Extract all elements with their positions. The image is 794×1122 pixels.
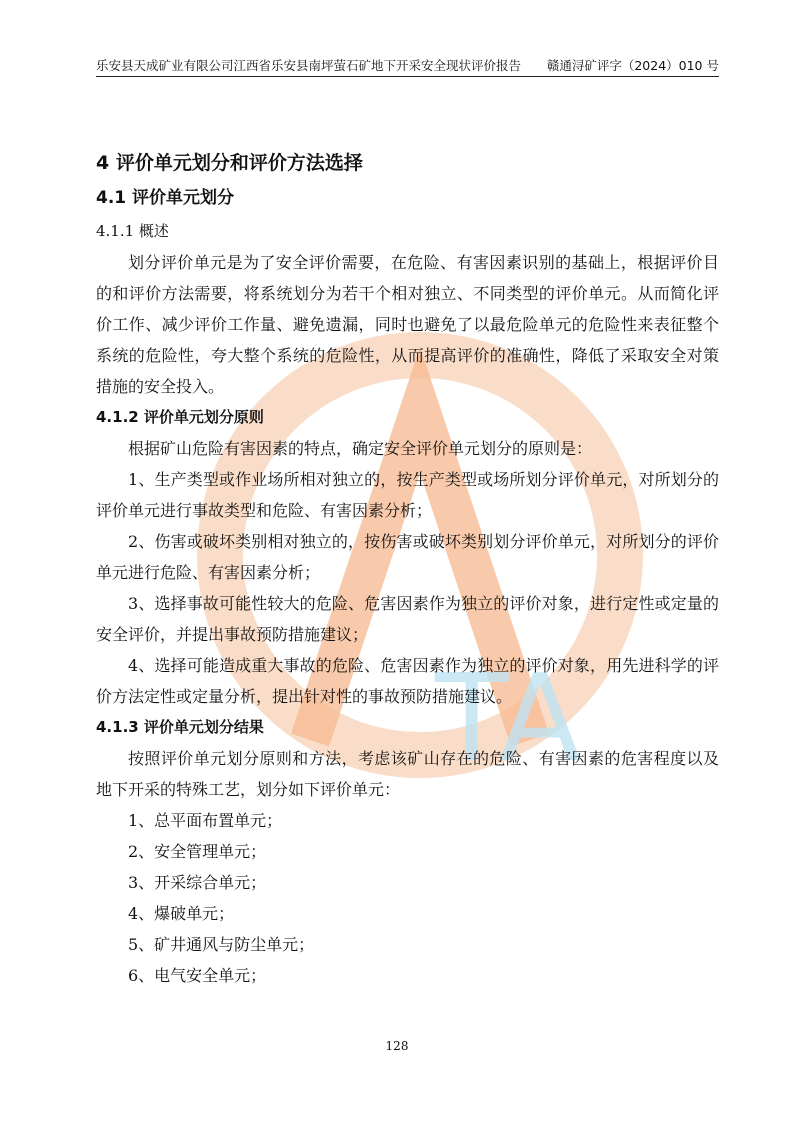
principle-item: 4、选择可能造成重大事故的危险、危害因素作为独立的评价对象，用先进科学的评价方法定性或定量分析，提出针对性的事故预防措施建议。 <box>96 656 719 706</box>
page-header <box>96 56 719 77</box>
units-list <box>96 805 719 991</box>
header-report-title: 乐安县天成矿业有限公司江西省乐安县南坪萤石矿地下开采安全现状评价报告 <box>96 58 522 73</box>
results-intro: 按照评价单元划分原则和方法，考虑该矿山存在的危险、有害因素的危害程度以及地下开采的特殊工艺，划分如下评价单元： <box>96 749 719 799</box>
unit-item: 4、爆破单元； <box>128 904 235 923</box>
unit-item: 2、安全管理单元； <box>128 842 267 861</box>
principle-item: 1、生产类型或作业场所相对独立的，按生产类型或场所划分评价单元，对所划分的评价单元进行事故类型和危险、有害因素分析； <box>96 470 719 520</box>
watermark-letters: TA <box>435 650 582 789</box>
overview-paragraph: 划分评价单元是为了安全评价需要，在危险、有害因素识别的基础上，根据评价目的和评价方法需要，将系统划分为若干个相对独立、不同类型的评价单元。从而简化评价工作、减少评价工作量、避免遗漏，同时也避免了以最危险单元的危险性来表征整个系统的危险性，夸大整个系统的危险性，从而提高评价的准确性，降低了采取安全对策措施的安全投入。 <box>96 253 719 396</box>
subsection-principles-title: 4.1.2 评价单元划分原则 <box>96 408 264 426</box>
unit-item: 6、电气安全单元； <box>128 966 267 985</box>
page-content <box>96 140 719 991</box>
unit-item: 5、矿井通风与防尘单元； <box>128 935 315 954</box>
chapter-title: 4 评价单元划分和评价方法选择 <box>96 152 363 174</box>
principle-item: 3、选择事故可能性较大的危险、危害因素作为独立的评价对象，进行定性或定量的安全评价，并提出事故预防措施建议； <box>96 594 719 644</box>
unit-item: 1、总平面布置单元； <box>128 811 283 830</box>
header-document-number: 赣通浔矿评字（2024）010 号 <box>546 58 719 73</box>
subsection-overview-title: 4.1.1 概述 <box>96 222 169 240</box>
page-number: 128 <box>385 1039 409 1053</box>
principles-list <box>96 464 719 712</box>
principle-item: 2、伤害或破坏类别相对独立的，按伤害或破坏类别划分评价单元，对所划分的评价单元进行危险、有害因素分析； <box>96 532 719 582</box>
unit-item: 3、开采综合单元； <box>128 873 267 892</box>
subsection-results-title: 4.1.3 评价单元划分结果 <box>96 718 264 736</box>
section-title: 4.1 评价单元划分 <box>96 188 235 208</box>
principles-intro: 根据矿山危险有害因素的特点，确定安全评价单元划分的原则是： <box>128 439 593 458</box>
